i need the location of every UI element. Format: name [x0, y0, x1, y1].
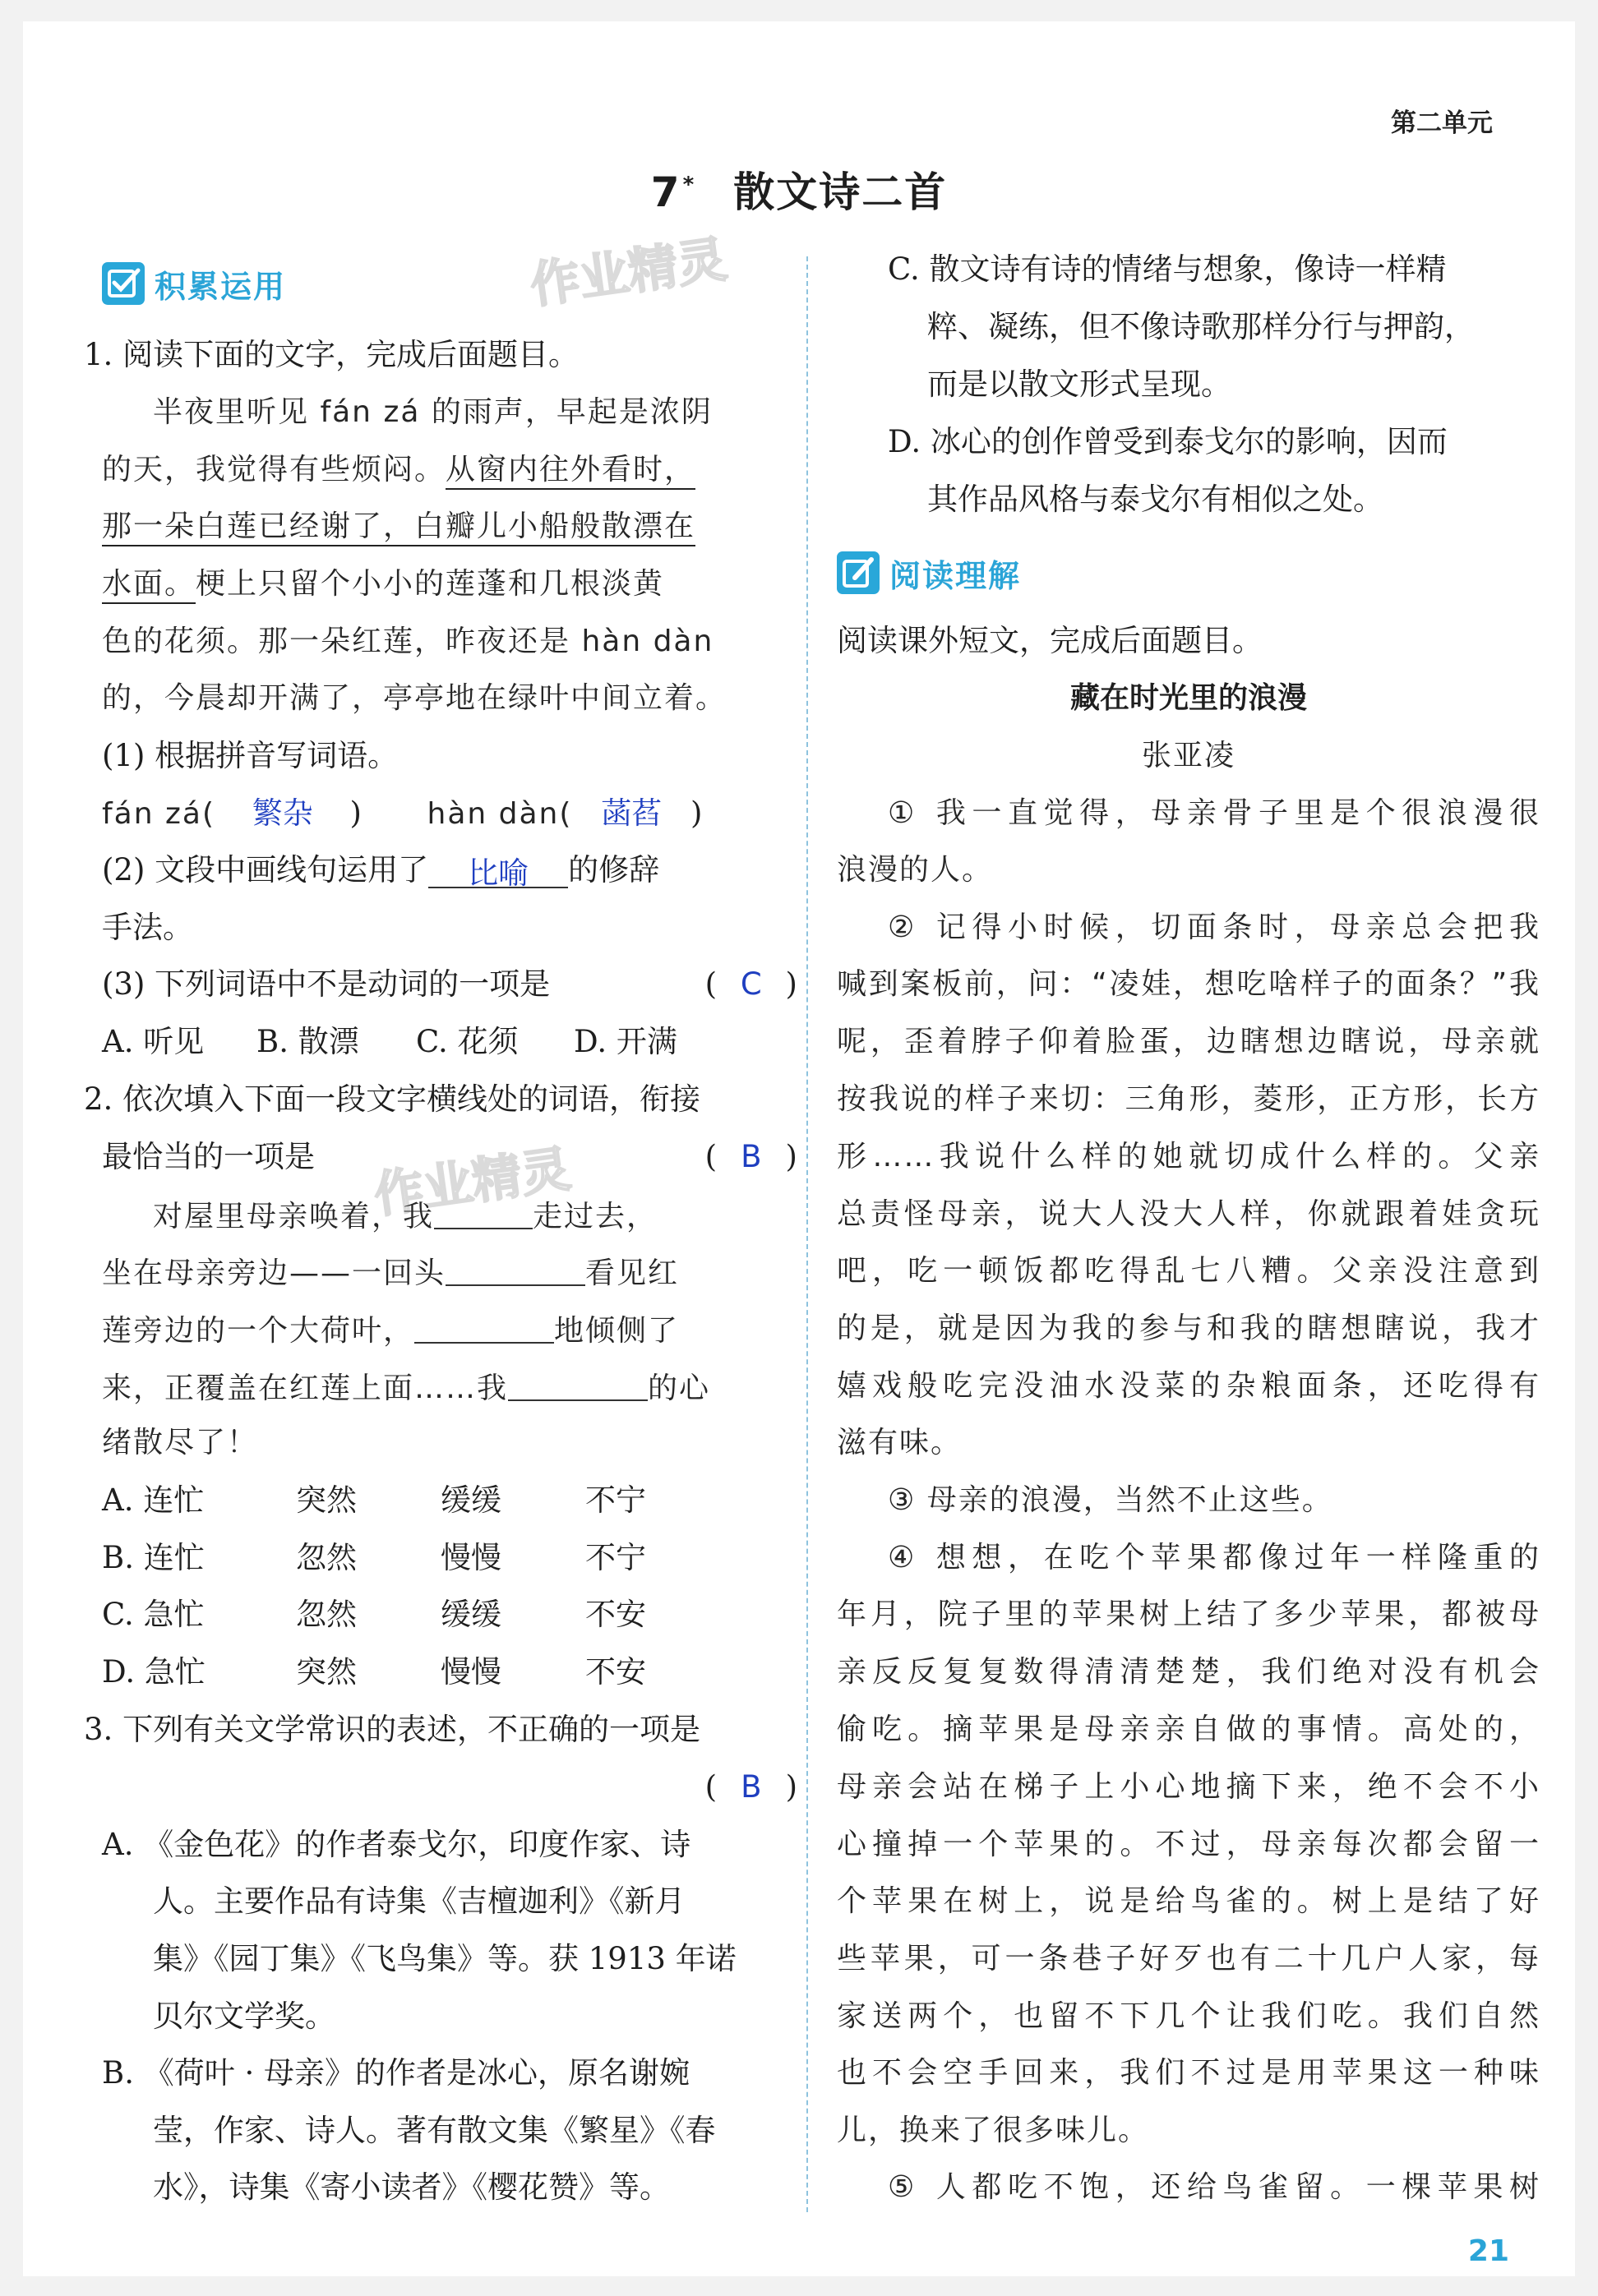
q1-passage-line: 的，今晨却开满了，亭亭地在绿叶中间立着。: [102, 681, 727, 715]
reading-line: 些苹果，可一条巷子好歹也有二十几户人家，每: [837, 1942, 1540, 1976]
q3-option-a: A. 《金色花》的作者泰戈尔，印度作家、诗: [102, 1827, 691, 1862]
q1-option: B. 散漂: [256, 1024, 359, 1059]
reading-line: 形……我说什么样的她就切成什么样的。父亲: [837, 1140, 1540, 1173]
lesson-title-text: 散文诗二首: [733, 168, 948, 216]
reading-line: 嬉戏般吃完没油水没菜的杂粮面条，还吃得有: [837, 1369, 1540, 1403]
reading-title: 藏在时光里的浪漫: [1069, 681, 1307, 715]
reading-line: 亲反反复复数得清清楚楚，我们绝对没有机会: [837, 1655, 1540, 1689]
watermark: 作业精灵: [370, 1140, 575, 1225]
lesson-number: 7: [650, 168, 681, 216]
q2-passage-line: 坐在母亲旁边——一回头 看见红: [102, 1252, 797, 1293]
q1-passage-line: 半夜里听见 fán zá 的雨声，早起是浓阴: [153, 395, 713, 429]
watermark: 作业精灵: [526, 230, 731, 316]
reading-line: 个苹果在树上，说是给鸟雀的。树上是结了好: [837, 1884, 1540, 1918]
column-divider: [806, 256, 808, 2212]
underlined-sentence: 那一朵白莲已经谢了，白瓣儿小船般散漂在: [102, 509, 695, 546]
q1-passage-line: 色的花须。那一朵红莲，昨夜还是 hàn dàn: [102, 625, 714, 658]
q1-stem: 1. 阅读下面的文字，完成后面题目。: [84, 337, 580, 372]
q3-option-a-cont: 贝尔文学奖。: [153, 1999, 335, 2034]
reading-line: 吧，吃一顿饭都吃得乱七八糟。父亲没注意到: [837, 1254, 1540, 1288]
q3-option-b-cont: 水》，诗集《寄小读者》《樱花赞》等。: [153, 2169, 670, 2205]
q2-option-row: D. 急忙 突然 慢慢 不安: [102, 1654, 646, 1690]
reading-line: 按我说的样子来切：三角形，菱形，正方形，长方: [837, 1082, 1540, 1116]
reading-line: 也不会空手回来，我们不过是用苹果这一种味: [837, 2056, 1540, 2090]
q1-option: C. 花须: [416, 1024, 519, 1059]
reading-line: 儿，换来了很多味儿。: [837, 2114, 1150, 2147]
lesson-star: *: [682, 173, 696, 198]
pencil-note-icon: [837, 551, 880, 594]
section-reading: [837, 547, 1021, 598]
q3-option-d-cont: 其作品风格与泰戈尔有相似之处。: [927, 482, 1383, 517]
q3-option-b-cont: 莹，作家、诗人。著有散文集《繁星》《春: [153, 2113, 716, 2148]
q3-option-a-cont: 人。主要作品有诗集《吉檀迦利》《新月: [153, 1883, 686, 1919]
reading-line: 年月，院子里的苹果树上结了多少苹果，都被母: [837, 1598, 1540, 1631]
q2-option-row: B. 连忙 忽然 慢慢 不宁: [102, 1540, 646, 1575]
reading-line: ① 我一直觉得，母亲骨子里是个很浪漫很: [888, 796, 1540, 830]
q2-passage-line: 来，正覆盖在红莲上面……我 的心: [102, 1367, 797, 1408]
reading-instruction: 阅读课外短文，完成后面题目。: [837, 623, 1263, 658]
reading-author: 张亚凌: [1141, 739, 1235, 772]
q1-sub3: (3) 下列词语中不是动词的一项是 ( C ): [102, 965, 797, 1006]
q2-passage-line: 对屋里母亲唤着，我 走过去，: [153, 1195, 797, 1236]
q3-answer-row: ( B ): [102, 1768, 797, 1809]
reading-line: 滋有味。: [837, 1426, 963, 1459]
reading-line: 心撞掉一个苹果的。不过，母亲每次都会留一: [837, 1828, 1540, 1861]
q1-options: [102, 1022, 797, 1063]
q3-option-d: D. 冰心的创作曾受到泰戈尔的影响，因而: [888, 424, 1448, 459]
reading-line: 的是，就是因为我的参与和我的瞎想瞎说，我才: [837, 1312, 1540, 1345]
q1-passage-line: [102, 507, 797, 548]
reading-line: ③ 母亲的浪漫，当然不止这些。: [888, 1483, 1333, 1517]
q1-pinyin-row: fán zá( 繁杂 ) hàn dàn( 菡萏 ): [102, 794, 797, 835]
q1-option: A. 听见: [102, 1024, 205, 1059]
answer-fanza: 繁杂: [252, 795, 313, 831]
q1-sub2: (2) 文段中画线句运用了 比喻 的修辞: [102, 852, 660, 891]
q1-passage-line: 的天，我觉得有些烦闷。从窗内往外看时，: [102, 450, 797, 491]
check-box-icon: [102, 262, 145, 305]
worksheet-page: [23, 21, 1575, 2276]
q2-option-row: A. 连忙 突然 缓缓 不宁: [102, 1482, 646, 1518]
section-accumulate: [102, 258, 286, 309]
reading-line: 浪漫的人。: [837, 853, 994, 887]
reading-line: 偷吃。摘苹果是母亲亲自做的事情。高处的，: [837, 1713, 1540, 1746]
q3-option-c-cont: 而是以散文形式呈现。: [927, 367, 1231, 402]
reading-line: ⑤ 人都吃不饱，还给鸟雀留。一棵苹果树: [888, 2170, 1540, 2204]
section-reading-title: 阅读理解: [889, 557, 1022, 594]
unit-label: 第二单元: [1391, 108, 1493, 138]
section-accumulate-title: 积累运用: [155, 268, 287, 305]
q1-sub1: (1) 根据拼音写词语。: [102, 738, 399, 773]
page-number: 21: [1467, 2234, 1509, 2268]
q3-option-a-cont: 集》《园丁集》《飞鸟集》等。获 1913 年诺: [153, 1941, 737, 1976]
q3-stem: 3. 下列有关文学常识的表述，不正确的一项是: [84, 1712, 701, 1747]
q1-passage-line: 水面。梗上只留个小小的莲蓬和几根淡黄: [102, 565, 797, 606]
answer-rhetoric: 比喻: [428, 854, 568, 888]
q3-option-b: B. 《荷叶 · 母亲》的作者是冰心，原名谢婉: [102, 2055, 690, 2091]
answer-handan: 菡萏: [601, 795, 663, 831]
reading-line: 母亲会站在梯子上小心地摘下来，绝不会不小: [837, 1770, 1540, 1804]
q3-option-c: C. 散文诗有诗的情绪与想象，像诗一样精: [888, 251, 1447, 287]
q2-passage-line: 莲旁边的一个大荷叶， 地倾侧了: [102, 1309, 797, 1350]
reading-line: 呢，歪着脖子仰着脸蛋，边瞎想边瞎说，母亲就: [837, 1025, 1540, 1058]
q1-sub2-cont: 手法。: [102, 910, 193, 945]
reading-line: ② 记得小时候，切面条时，母亲总会把我: [888, 911, 1540, 944]
reading-line: ④ 想想，在吃个苹果都像过年一样隆重的: [888, 1541, 1540, 1574]
q2-stem: 2. 依次填入下面一段文字横线处的词语，衔接: [84, 1081, 701, 1117]
answer-q1-3: C: [740, 966, 762, 1002]
q2-passage-line: 绪散尽了！: [102, 1426, 259, 1459]
reading-line: 喊到案板前，问：“凌娃，想吃啥样子的面条？”我: [837, 967, 1540, 1001]
underlined-sentence: 水面。: [102, 567, 196, 604]
reading-line: 家送两个，也留不下几个让我们吃。我们自然: [837, 1999, 1540, 2033]
q1-option: D. 开满: [574, 1024, 677, 1059]
reading-line: 总责怪母亲，说大人没大人样，你就跟着娃贪玩: [837, 1197, 1540, 1231]
q2-stem-cont: 最恰当的一项是 ( B ): [102, 1137, 797, 1178]
q3-option-c-cont: 粹、凝练，但不像诗歌那样分行与押韵，: [927, 309, 1475, 344]
underlined-sentence: 从窗内往外看时，: [446, 453, 695, 490]
answer-q2: B: [741, 1139, 762, 1174]
lesson-title: [23, 159, 1575, 219]
answer-q3: B: [741, 1769, 762, 1805]
q2-option-row: C. 急忙 忽然 缓缓 不安: [102, 1597, 646, 1632]
